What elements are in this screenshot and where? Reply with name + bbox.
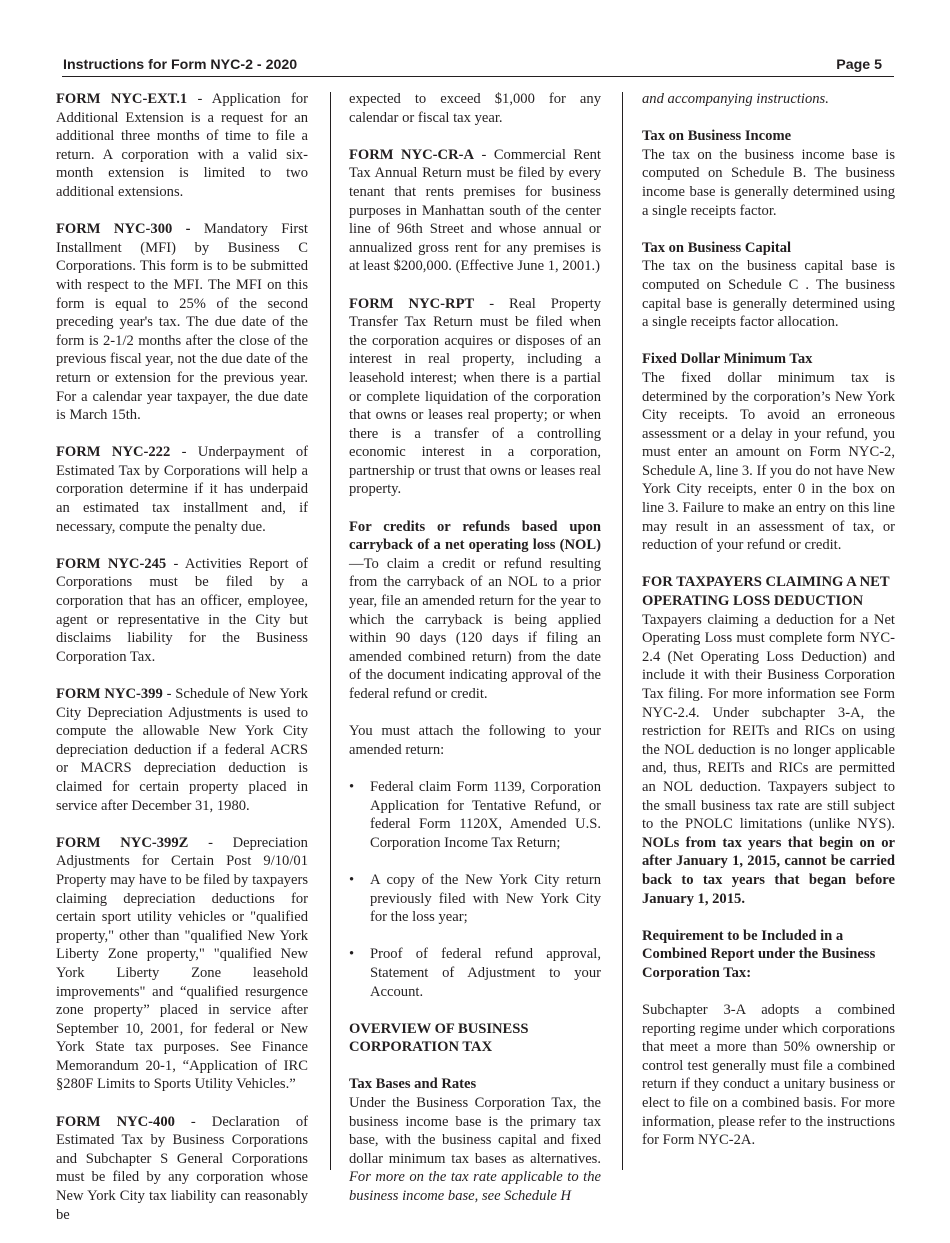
column-3: [642, 90, 895, 1168]
bullet-icon: •: [349, 778, 355, 795]
business-capital-heading: Tax on Business Capital: [642, 239, 792, 256]
nol-deduction-heading: FOR TAXPAYERS CLAIMING A NET OPERATING LOSS DEDUCTION: [642, 574, 890, 610]
form-300-heading: FORM NYC-300 -: [56, 221, 191, 238]
form-rpt-heading: FORM NYC-RPT: [349, 295, 475, 312]
combined-report-heading: Requirement to be Included in a Combined Report under the Business Corporation Tax:: [642, 927, 876, 981]
form-222-heading: FORM NYC-222: [56, 444, 171, 461]
form-245-heading: FORM NYC-245: [56, 555, 167, 572]
business-income-paragraph: The tax on the business income base is computed on Schedule B. The business income base is generally determined using a single receipts factor.: [642, 146, 895, 219]
nol-carryback-paragraph: For credits or refunds based upon carryback of a net operating loss (NOL)—To claim a credit or refund resulting from the carryback of an NOL to a prior year, file an amended return for the year to which the carryback is being applied within 90 days (120 days if filing an amended combined return) from the date of the document indicating approval of the federal refund or credit.: [349, 518, 601, 702]
column-2: [349, 90, 601, 1224]
fixed-dollar-minimum-heading: Fixed Dollar Minimum Tax: [642, 351, 813, 368]
fixed-dollar-minimum-paragraph: The fixed dollar minimum tax is determined by the corporation’s New York City receipts. To avoid an erroneous assessment or a delay in your refund, you must enter an amount on Form NYC-2, Schedule A, line 3. If you do not have New York City receipts, enter 0 in the box on line 3. Failure to make an entry on this line may result in an assessment of tax, or reduction of your refund or credit.: [642, 369, 895, 554]
bullet-icon: •: [349, 946, 355, 963]
list-item: • Federal claim Form 1139, Corporation Application for Tentative Refund, or federal Form 1120X, Amended U.S. Corporation Income Tax Return;: [349, 778, 601, 851]
business-capital-paragraph: The tax on the business capital base is computed on Schedule C . The business capital base is generally determined using a single receipts factor allocation.: [642, 258, 895, 331]
business-income-heading: Tax on Business Income: [642, 128, 792, 145]
form-400-paragraph: FORM NYC-400 - Declaration of Estimated Tax by Business Corporations and Subchapter S General Corporations must be filed by any corporation whose New York City tax liability can reasonably be: [56, 1113, 308, 1223]
tax-bases-heading: Tax Bases and Rates: [349, 1076, 477, 1093]
nol-carryback-heading: For credits or refunds based upon carryback of a net operating loss (NOL): [349, 518, 601, 554]
page-number: Page 5: [836, 57, 882, 73]
continued-paragraph: expected to exceed $1,000 for any calendar or fiscal tax year.: [349, 91, 601, 126]
nol-deduction-paragraph: Taxpayers claiming a deduction for a Net Operating Loss must complete form NYC-2.4 (Net Operating Loss Deduction) and include it with their Business Corporation Tax filing. For more information see Form NYC-2.4. Under subchapter 3-A, the restriction for REITs and RICs on using the NOL deduction is no longer applicable and, thus, REITs and RICs are permitted an NOL deduction. Taxpayers subject to the small business tax rate are still subject to the PNOLC limitations (unlike NYS). NOLs from tax years that begin on or after January 1, 2015, cannot be carried back to tax years that began before January 1, 2015.: [642, 611, 895, 907]
form-ext1-heading: FORM NYC-EXT.1: [56, 91, 188, 107]
form-399z-paragraph: FORM NYC-399Z - Depreciation Adjustments for Certain Post 9/10/01 Property may have to be filed by taxpayers claiming depreciation deductions for certain sport utility vehicles or "qualified property," other than "qualified New York Liberty Zone property," "qualified New York Liberty Zone leasehold improvements" and “qualified resurgence zone property” placed in service after September 10, 2001, for federal or New York State tax purposes. See Finance Memorandum 20-1, “Application of IRC §280F Limits to Sports Utility Vehicles.”: [56, 834, 308, 1093]
form-ext1-paragraph: FORM NYC-EXT.1 - Application for Additional Extension is a request for an additional three months of time to file a return. A corporation with a valid six-month extension is limited to two additional extensions.: [56, 91, 308, 200]
header-title: Instructions for Form NYC-2 - 2020: [63, 57, 298, 73]
tax-bases-paragraph: Under the Business Corporation Tax, the business income base is the primary tax base, with the business capital and fixed dollar minimum tax bases as alternatives. For more on the tax rate applicable to the business income base, see Schedule H: [349, 1095, 601, 1205]
form-222-paragraph: FORM NYC-222 - Underpayment of Estimated Tax by Corporations will help a corporation determine if it has underpaid an estimated tax installment and, if necessary, compute the penalty due.: [56, 444, 308, 535]
combined-report-paragraph: Subchapter 3-A adopts a combined reporting regime under which corporations that meet a more than 50% ownership or control test generally must file a combined return if they conduct a unitary business or elect to file on a combined basis. For more information, please refer to the instructions for Form NYC-2A.: [642, 1002, 895, 1149]
form-cra-paragraph: FORM NYC-CR-A - Commercial Rent Tax Annual Return must be filed by every tenant that rents premises for business purposes in Manhattan south of the center line of 96th Street and whose annual or annualized gross rent for any premises is at least $200,000. (Effective June 1, 2001.): [349, 146, 601, 275]
form-rpt-paragraph: FORM NYC-RPT - Real Property Transfer Tax Return must be filed when the corporation acquires or disposes of an interest in real property, including a leasehold interest; when there is a partial or complete liquidation of the corporation that owns or leases real property; or when there is a transfer of a controlling economic interest in a corporation, partnership or trust that owns or leases real property.: [349, 295, 601, 498]
column-1: [56, 90, 308, 1243]
continued-paragraph: and accompanying instructions.: [642, 91, 829, 107]
overview-heading: OVERVIEW OF BUSINESS CORPORATION TAX: [349, 1020, 529, 1056]
bullet-icon: •: [349, 871, 355, 888]
page-header: [62, 57, 894, 77]
form-245-paragraph: FORM NYC-245 - Activities Report of Corporations must be filed by a corporation that has an officer, employee, agent or representative in the City but disclaims liability for the Business Corporation Tax.: [56, 555, 308, 665]
form-399-paragraph: FORM NYC-399 - Schedule of New York City Depreciation Adjustments is used to compute the allowable New York City depreciation deduction if a federal ACRS or MACRS depreciation deduction is claimed for certain property placed in service after December 31, 1980.: [56, 686, 308, 814]
column-divider: [330, 92, 331, 1170]
list-item: • Proof of federal refund approval, Statement of Adjustment to your Account.: [349, 946, 601, 1000]
form-cra-heading: FORM NYC-CR-A: [349, 146, 475, 163]
form-399z-heading: FORM NYC-399Z: [56, 834, 189, 851]
attach-paragraph: You must attach the following to your amended return:: [349, 723, 601, 758]
column-divider: [622, 92, 623, 1170]
form-400-heading: FORM NYC-400: [56, 1113, 175, 1130]
form-399-heading: FORM NYC-399: [56, 686, 163, 702]
list-item: • A copy of the New York City return previously filed with New York City for the loss year;: [349, 871, 601, 926]
form-300-paragraph: FORM NYC-300 - Mandatory First Installment (MFI) by Business C Corporations. This form is to be submitted with respect to the MFI. The MFI on this form is equal to 25% of the second preceding year's tax. The due date of the form is 2-1/2 months after the close of the previous fiscal year, not the due date of the return or extension for the previous year. For a calendar year taxpayer, the due date is March 15th.: [56, 221, 308, 424]
